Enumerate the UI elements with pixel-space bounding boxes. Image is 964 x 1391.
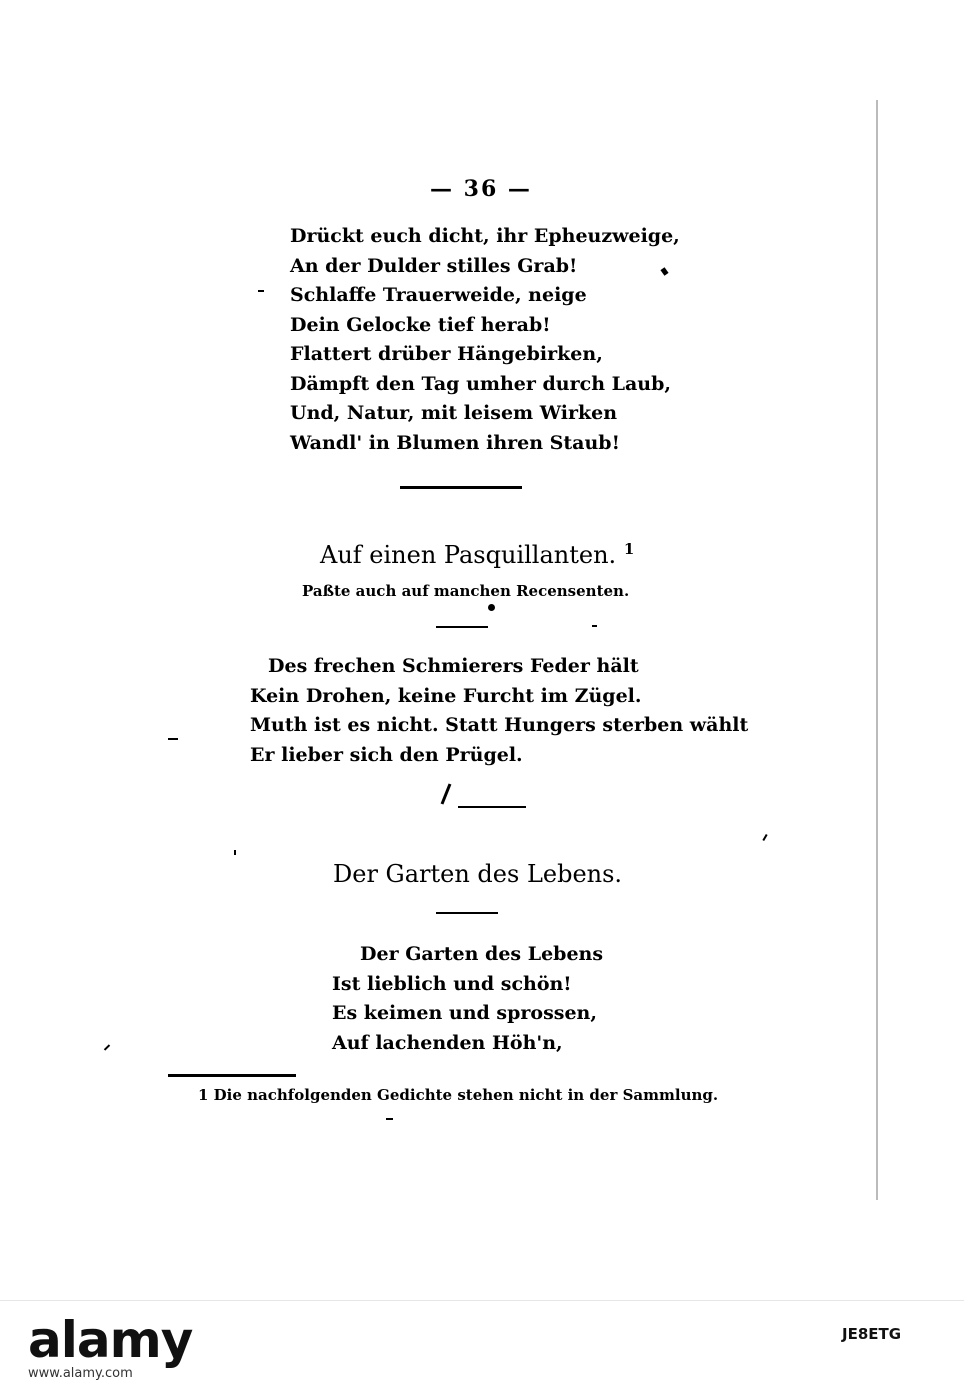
image-id: JE8ETG [842, 1325, 902, 1343]
footnote: 1 Die nachfolgenden Gedichte stehen nicht in der Sammlung. [198, 1086, 719, 1104]
poem-stanza-3 [332, 940, 603, 1058]
poem-stanza-1 [290, 222, 680, 458]
poem-line: Drückt euch dicht, ihr Epheuzweige, [290, 225, 680, 247]
poem-line: Der Garten des Lebens [360, 943, 604, 965]
scan-speck [104, 1044, 110, 1050]
scan-speck [258, 290, 264, 292]
title-divider [436, 626, 488, 628]
brand-url[interactable]: www.alamy.com [28, 1366, 133, 1381]
poem-title [320, 540, 634, 569]
footnote-divider [168, 1074, 296, 1077]
poem-line: Auf lachenden Höh'n, [332, 1031, 563, 1054]
poem-line: Des frechen Schmierers Feder hält [268, 655, 639, 677]
poem-line: Und, Natur, mit leisem Wirken [290, 402, 618, 424]
poem-line: Wandl' in Blumen ihren Staub! [290, 431, 620, 454]
scan-speck [592, 625, 597, 627]
poem-line: Muth ist es nicht. Statt Hungers sterben wählt [250, 714, 749, 736]
poem-stanza-2 [250, 652, 748, 770]
page-edge-line [876, 100, 878, 1200]
poem-line: Schlaffe Trauerweide, neige [290, 284, 587, 306]
poem-subtitle: Paßte auch auf manchen Recensenten. [302, 582, 630, 600]
section-divider [458, 806, 526, 808]
poem-line: Kein Drohen, keine Furcht im Zügel. [250, 684, 642, 707]
poem-title: Der Garten des Lebens. [333, 860, 623, 888]
poem-line: Ist lieblich und schön! [332, 972, 572, 995]
poem-line: Es keimen und sprossen, [332, 1002, 597, 1024]
poem-title-text: Auf einen Pasquillanten. [320, 541, 617, 569]
title-divider [436, 912, 498, 914]
pen-stroke-mark [436, 782, 456, 806]
scan-speck [762, 834, 767, 841]
poem-line: Dämpft den Tag umher durch Laub, [290, 372, 672, 395]
section-divider [400, 486, 522, 489]
poem-line: Flattert drüber Hängebirken, [290, 343, 603, 365]
footnote-mark: 1 [623, 540, 635, 558]
brand-logo: alamy [28, 1311, 193, 1369]
poem-line: Er lieber sich den Prügel. [250, 743, 523, 766]
scan-speck [168, 738, 178, 740]
poem-line: An der Dulder stilles Grab! [290, 254, 578, 277]
scan-speck [386, 1118, 393, 1120]
scan-speck [234, 850, 236, 855]
scan-speck [488, 604, 495, 611]
poem-line: Dein Gelocke tief herab! [290, 313, 551, 336]
page-number: — 36 — [430, 176, 532, 202]
